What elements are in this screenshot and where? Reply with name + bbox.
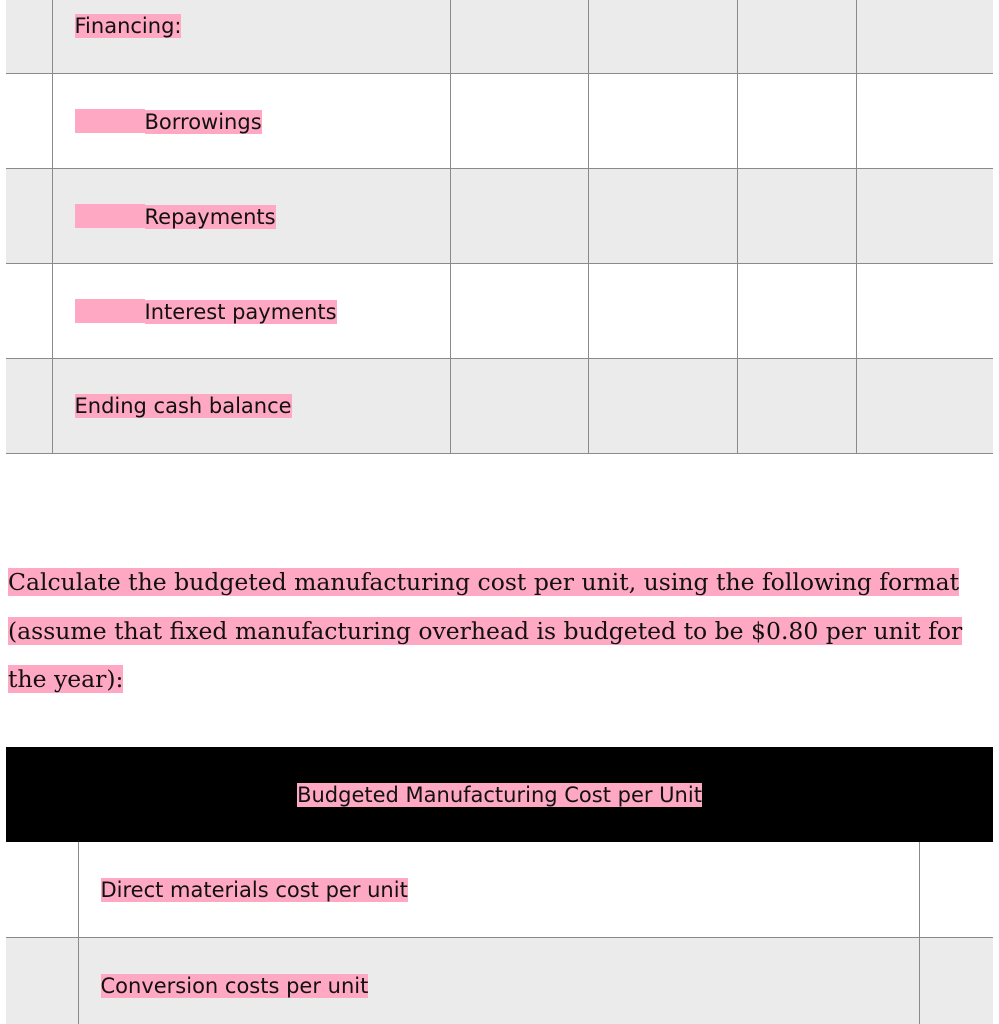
row-marker-cell: [6, 169, 52, 264]
row-marker-cell: [6, 359, 52, 454]
value-cell[interactable]: [588, 169, 737, 264]
table-header-row: [6, 747, 993, 842]
instruction-text: Calculate the budgeted manufacturing cost per unit, using the following format (assume that fixed manufacturing overhead is budgeted to be $0.80 per unit for the year):: [8, 568, 963, 693]
indent-highlight: [75, 109, 145, 133]
value-cell[interactable]: [588, 359, 737, 454]
indent-highlight: [75, 299, 145, 323]
row-label-cell: [78, 938, 919, 1024]
repayments-label: Repayments: [144, 204, 276, 229]
row-marker-cell: [6, 264, 52, 359]
value-cell[interactable]: [450, 74, 588, 169]
row-label-cell: [52, 74, 450, 169]
value-cell[interactable]: [737, 264, 856, 359]
row-label-cell: [52, 169, 450, 264]
value-cell[interactable]: [856, 169, 993, 264]
direct-materials-label: Direct materials cost per unit: [100, 877, 408, 902]
row-label-cell: [52, 0, 450, 74]
interest-payments-label: Interest payments: [144, 299, 337, 324]
value-cell[interactable]: [856, 359, 993, 454]
value-cell[interactable]: [737, 359, 856, 454]
table-header-cell: [6, 747, 993, 842]
value-cell[interactable]: [856, 74, 993, 169]
value-cell[interactable]: [856, 264, 993, 359]
value-cell[interactable]: [450, 0, 588, 74]
row-label-cell: [52, 264, 450, 359]
row-marker-cell: [6, 0, 52, 74]
row-label-cell: [52, 359, 450, 454]
value-cell[interactable]: [450, 264, 588, 359]
row-marker-cell: [6, 842, 78, 938]
table-row-ending-cash-balance: [6, 359, 993, 454]
value-cell[interactable]: [588, 74, 737, 169]
table-row-conversion-costs: [6, 938, 993, 1024]
ending-cash-balance-label: Ending cash balance: [74, 394, 292, 418]
value-cell[interactable]: [737, 74, 856, 169]
table-row-interest-payments: [6, 264, 993, 359]
value-cell[interactable]: [919, 842, 993, 938]
value-cell[interactable]: [450, 169, 588, 264]
value-cell[interactable]: [450, 359, 588, 454]
cash-budget-table: [6, 0, 993, 454]
table-row-direct-materials: [6, 842, 993, 938]
value-cell[interactable]: [737, 0, 856, 74]
row-marker-cell: [6, 938, 78, 1024]
row-marker-cell: [6, 74, 52, 169]
table-row-borrowings: [6, 74, 993, 169]
conversion-costs-label: Conversion costs per unit: [100, 973, 369, 998]
instruction-paragraph: [8, 558, 983, 704]
value-cell[interactable]: [588, 0, 737, 74]
manufacturing-cost-table: [6, 747, 993, 1024]
table-row-financing: [6, 0, 993, 74]
indent-highlight: [75, 204, 145, 228]
value-cell[interactable]: [919, 938, 993, 1024]
value-cell[interactable]: [737, 169, 856, 264]
table-title: Budgeted Manufacturing Cost per Unit: [297, 782, 702, 807]
borrowings-label: Borrowings: [144, 109, 262, 134]
value-cell[interactable]: [588, 264, 737, 359]
financing-label: Financing:: [74, 14, 182, 38]
table-row-repayments: [6, 169, 993, 264]
value-cell[interactable]: [856, 0, 993, 74]
row-label-cell: [78, 842, 919, 938]
